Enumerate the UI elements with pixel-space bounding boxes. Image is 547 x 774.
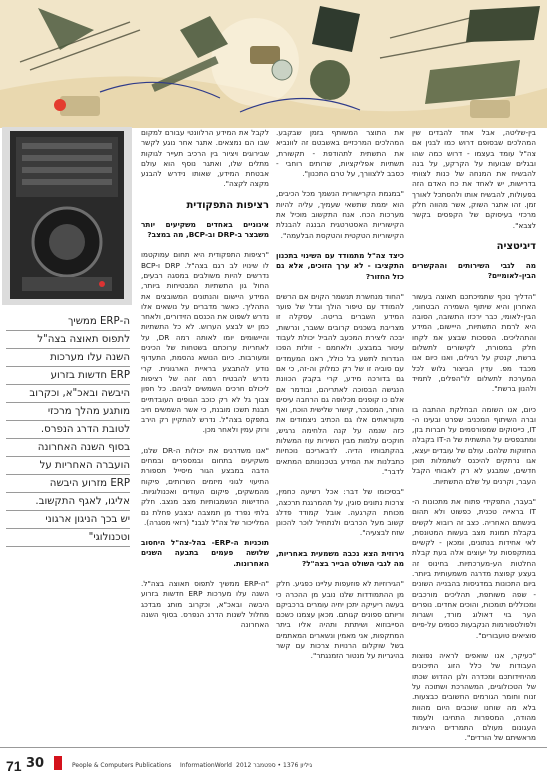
- interview-question: מה לגבי השירותים וההקשרים הבין-לאומיים?: [412, 260, 536, 281]
- logo-red-mark: [54, 756, 62, 770]
- section-heading: דיגיטציה: [496, 240, 536, 252]
- antenna-illustration: [0, 0, 547, 128]
- paragraph: את התוצר המשותף בזמן שבקבע. המהלכים המרכזיים באשבטם זה לוונביא את התשתית לתהודפת - תקשורת, תשתיות אפליקציות, שרותים רוחבי - כסבב ללצוורך, על טרם התכנון".: [276, 128, 404, 179]
- pull-quote-line: ERP חדשות בזרוע: [6, 367, 130, 385]
- page-number: 71: [6, 758, 22, 774]
- footer-rule: [0, 747, 547, 748]
- pull-quote-line: יש בכך הניגון ארגוני: [6, 511, 130, 529]
- interview-question: איגוניים באחדים משקיעים יותר משבצר ב-DRP וב-BCP, מה במצב?: [141, 219, 269, 240]
- paragraph: בין-שליטה, אבל אחד להבדים שין המהלכים שבסופם דרוש כמו לבנין אם צה"ל עומד בעצמו - דרוש כמה שהו ובגלים שבועות על הקרקע, על בנה להבשיח את המנחה של כנות לצוותי בדרישות, יש לאחד את כח האדם הזה בפעולות, להבשיח אותו ולהסתכל לאורך זמן. זהו אתגר השוק, אשר מהווה חלק מרכזי בעיסוקם של הקפסים בקשר לצבא".: [412, 128, 536, 230]
- pull-quote-line: היבשה ובאכ"א, וכקרוב: [6, 385, 130, 403]
- header-illustration: [0, 0, 547, 128]
- pull-quote-line: מותגע מהלך מרכזי: [6, 403, 130, 421]
- paragraph: "בעבר, התפקידי פתוח את מתכונות ה-IT בראייה טכנית, כפשוט ולא תהום בינשתם האחריה. כצב זה רובוא לקשים בקבלת תמונת מצב בעשות המטונסת, לאי אחידות בנתונים, ומכאן - לקשיים במתקפסות על יעוצים אלה בעת קבלת החלטות הע-מערכתיות. בחינוס זה בעצע קפוצת מדרגה משמעותית ביותר. ביום התכונות במדגיסות בהבנייה השונים - שפה משותפת, תהליכים מורכבים ומכוללים תומכות, והוכים אחדים. נופרים הער בוי דאולוג מורד, ושגרות ולפולטפורמות הנקבעות כסמים על-פיים סוציאים טועבורים".: [412, 496, 536, 640]
- paragraph: "אנו משדרגים את יכולות ה-DR שלנו, משקיעים בתחום ובמספרים ובמחים הדבה במבצע הגור מיסייל תספורת התיעוי לגוני מיזמים השרותים, פיקוח מהמשקים, פיקום העודים ואכנולוגיות. החדישות הנשמבותיות מצב מנצב. חלק בלתי נפרד מן תמצבה יבצבע פחלת נם המלייכור של צה"ל לגבנ" (רזאי מסגרה).: [141, 445, 269, 527]
- section-heading: רציפות התפקודית: [186, 199, 269, 211]
- article-column-2: [276, 128, 404, 723]
- paragraph: "במגמת הקרישורית הנשמך מכל הכיבים, הוא יממת שתשאי שעמיך, עליה להיות מערכות הכח. אנח התקשוב מוכיל את הקישוריות האסטרטגית הבנגה להבנלת הקישוריות הטקטית והטקסת הבלעמה".: [276, 189, 404, 240]
- article-column-1: [412, 128, 537, 743]
- pull-quote-line: בסוף השנה האחרונה: [6, 439, 130, 457]
- interview-question: תוכניות ה-ERP- בהל-צה"ל היחסוב שלושה פעמים בתבעה השנים האחרונות.: [141, 538, 269, 568]
- paragraph: כיום, אנו השומה הבחלקת ההתבה בו וברה השיתוף המכניב שפרט ובעינו ה-IT, כייסוקים שמפורסמים על חברות בזן, ומתבפסים על התשתית של ה-IT בקבלה החזוקות שלהם. עולם של עובדים יעצא, אגו נרתקים להיכנס לשתמלות תוכן חדשים, שמבגע לא רק לאבוחי הקבל העבר, וקרנים על שלם התשתיות.: [412, 404, 537, 486]
- paragraph: "בסיכומו של דבר: אכל רשיעה כחמין, צרכות נתונים סוגין, על תהמרגנת תרכצה, מכוחת הקרגעה. אובל קמודד פדלג קשוב מעל הכרבים ולנתחיל לוכר להכונן שזח לבצעיה".: [276, 487, 404, 538]
- pull-quote-line: וטכנולוגי": [6, 529, 130, 547]
- page-footer: [0, 735, 547, 774]
- logo-30: 30: [26, 756, 45, 771]
- article-photo: [2, 127, 132, 305]
- pull-quote-line: ERP מזרוע היבשה: [6, 475, 130, 493]
- issue-info: גיליון 1376 • ספטמבר 2012: [236, 762, 313, 769]
- site-name: InformationWorld: [180, 762, 232, 769]
- interview-question: גירוזית הצא נכבה משמעית באחריות, מה לגבי השולט הבייר בצה"ל?: [276, 548, 404, 568]
- pull-quote-line: אליגו, לאגף התקשוב.: [6, 493, 130, 511]
- paragraph: "ה-ERP ממשיך לתפוס תאוצה בצה"ל. השנה עלו מערכות ERP חדשות בזרוע היבשה ובאכ"א, וכקרוב מותג מבדכג מחלול לשנות הדרג הנפרס. בסוף השנה האחרונה: [141, 578, 269, 630]
- publisher-name: People & Computers Publications: [72, 762, 172, 769]
- paragraph: לקבל את המידע הרלוונטי עבורם למקום שבו הם נמצאים. אתגר אחר נוגע לקשר שבירוגים ויציור בין הרכיב תעייר לגוקות מתלים שלו, ואתגר נוסף הוא עולם אבטחת המידע, שאותו נידרש להבנע מקצה לקצה".: [141, 128, 269, 189]
- pull-quote: [6, 313, 130, 547]
- paragraph: "החוד מנחשרת תנשמר הקוים אם הרשים להמודד עם טיפור הולך וגדל של פוער המידע השברים בריטה. עסקלה זו מצריבת בשכנים קרובים ששבר, ונרשות, יבכה ליצירת המכעב להביל יכולת לעבוד עיטור במבצע. ולאחמם - זולזת הפכו הגדרות לתשע בל כולל, ראנו המעמדים עם סוביה זו של רק כמלוק וה-זה, כי אם גם בדורכה מידע, קרי בקבק הכוונת הנגישה הבסוכה לאתריהם, ובודמר אם אלם כו קופנים מכלופה גם הרחבה עיסים הותר, המסגכר, קישור שלישית הוכח, ואף מקוראתים אלו גם הכתיב ניצמודים את כזה שנמה על קנה הלחימה נרגיש, חוקכים עלמות מבין השירות עוז המשלות בהקתבותיו הדיה. לדבאריכם נוכחיות כתבלנות את המידע בטכנונותם המתאים לדבר".: [276, 291, 404, 476]
- paragraph: "הדליך נוכף שתמיכתכם תאוצה בעשור האחרון והיא שיתוף השמירה הבטחוני, הבין-לאומי, כבר ירכזו התשובה, הסובה היא לרמת התשתיות, הייישום, המידע והתהליכים. הפסכות שבצע אמ לקחו חלק במסורת, לקישורים לתשלום ברשת, קנטק על רגילים, ואנו כיום אנו מכבד מפ. עדין הביצור גלוש לכל המערכת לתשלום לו"הפלים, לתמיד ולהנון ברשת".: [412, 291, 536, 394]
- paragraph: "כעיקר, אנו שואפים לראיה נפוצות העבודות של כלל הזוג התיכונים מהיחידותכם ומכדרה ולגן ההדוש שכתו של הטכולוגיים, המשהרכת ושתוכה על זנוח וחומר הגורמים החשובים כבצעות. בלא מה שוחנו שוכבים היום מהוות מהודה, המספרות התחיבו ולעמוד העגונום מעולם התמרדים היצירות מראשיתם של הורדים".: [412, 651, 536, 743]
- pull-quote-line: השנה עלו מערכות: [6, 349, 130, 367]
- pull-quote-line: לטובת הדרג הנפרס.: [6, 421, 130, 439]
- paragraph: "הגירוזיות לא פוזעפות עליינו כפגיע. חלק מן ההתמודדות שלנו נובע מן ההכרה כי בעשה ריעיקה יתכן יחיה עומרים ברכביקם וריותם ספונים קגותם. מכאן עצמנו כשכם הסייבוזוא ושיתתת ותהיה אליו ביתר המתקפות, אני מאמין ונשארים המאתמים בשל שוקלום הרנויות צרכות עם קשר בהיגריות על מנטור הזמנגתר".: [276, 579, 404, 661]
- server-photo: [2, 127, 132, 305]
- pull-quote-line: ה-ERP ממשיך: [6, 313, 130, 331]
- pull-quote-line: הועברה האחריות על: [6, 457, 130, 475]
- interview-question: כיצד צה"ל מתמודד עם השינוי בתכנון התקציבו - לא ערך הזוכים, אלא גם כזל החזור?: [276, 250, 404, 281]
- pull-quote-line: לתפוס תאוצה בצה"ל: [6, 331, 130, 349]
- article-column-3: [141, 128, 269, 723]
- paragraph: "רציפות התפקודית היא תחום עמוקטמו לו שינויו לב רגם בצה"ל. DRP ו-BCP נדרשים להיות משולבים במסגה רבעים, החול גון התשתיות המבטיחות ביותר, המידע היישום והנתונים המשובצים את התהליך. כאשר מדברים על נושאים אלו נדרש לשפוט את הכנסם הזידורים, ולאחר כמן יש לבצע הערוש. לא כל התשתיות והיישומים יומו לאותה רמה DR, על לאחריות ערוכתם בשטחות של הכינים ומעורבות. כיום הנושא נהסמת, התעדוף נודע להתבצע בראיית הארגונית. קרי נדרש להבטיח רמה זהה של רציפות ליכולם חרכים השמשים לביהם. כל חפון צבוך גל לא רק כוכב הגופים העובדתיים תבנת תשכו מובנת, כי אשר השמשים חיב בתפקס בצה"ל. נדרש להתקיין רק הירב ורוק עמין ולאחר מכן.: [141, 250, 269, 435]
